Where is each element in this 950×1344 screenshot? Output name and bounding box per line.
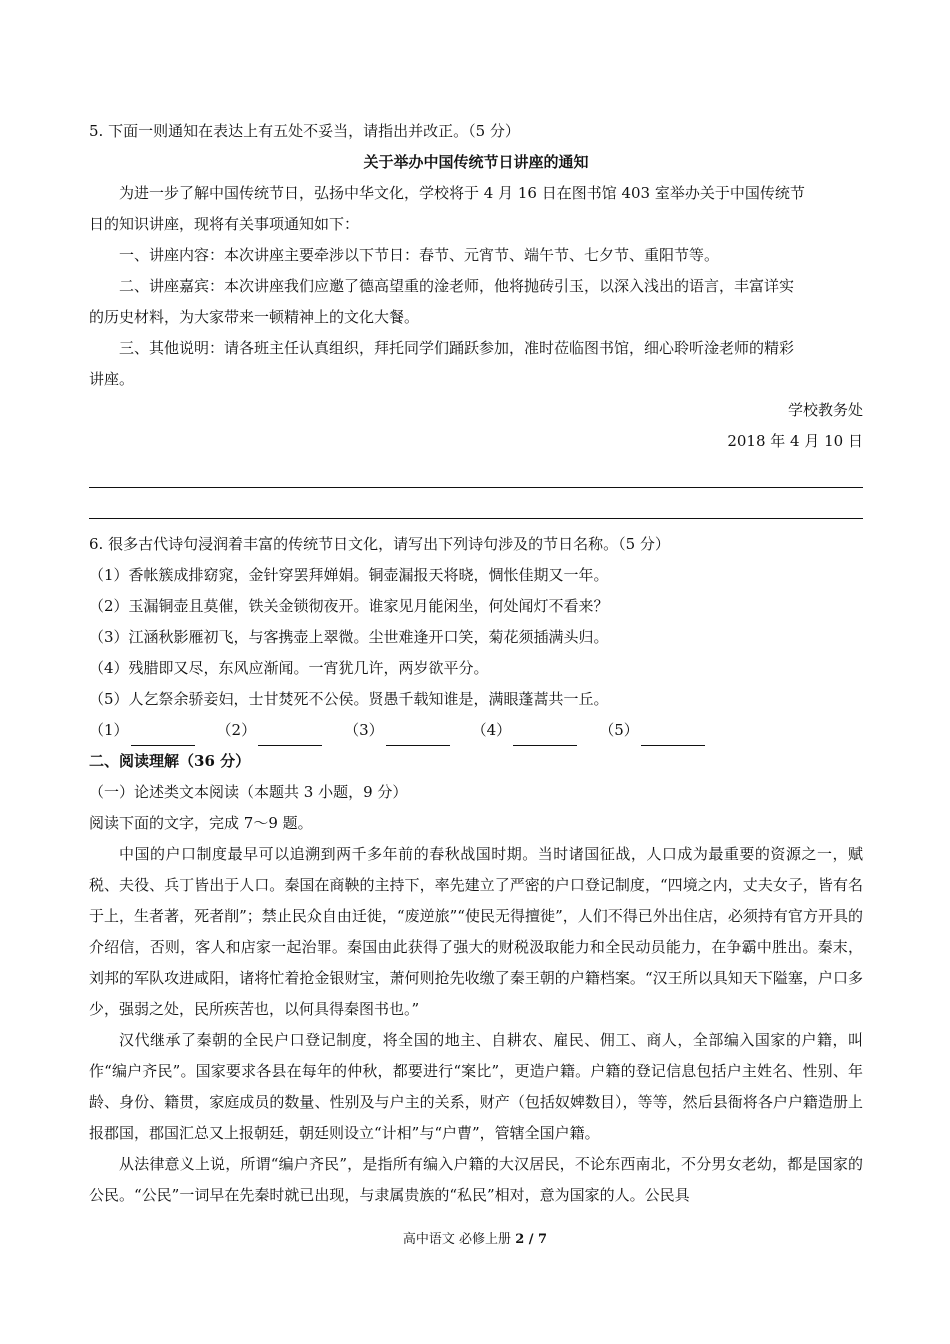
answer-blank[interactable] <box>386 727 450 746</box>
page-number: 2 / 7 <box>515 1232 548 1247</box>
q6-stem: 6. 很多古代诗句浸润着丰富的传统节日文化，请写出下列诗句涉及的节日名称。（5 分） <box>89 535 670 553</box>
answer-blank[interactable] <box>513 727 577 746</box>
reading-instruction: 阅读下面的文字，完成 7～9 题。 <box>89 814 313 832</box>
answer-blank[interactable] <box>641 727 705 746</box>
reading-paragraph-1: 中国的户口制度最早可以追溯到两千多年前的春秋战国时期。当时诸国征战，人口成为最重要的资源之一，赋税、夫役、兵丁皆出于人口。秦国在商鞅的主持下，率先建立了严密的户口登记制度，“四境之内，丈夫女子，皆有名于上，生者著，死者削”；禁止民众自由迁徙，“废逆旅”“使民无得擅徙”，人们不得已外出住店，必须持有官方开具的介绍信，否则，客人和店家一起治罪。秦国由此获得了强大的财税汲取能力和全民动员能力，在争霸中胜出。秦末，刘邦的军队攻进咸阳，诸将忙着抢金银财宝，萧何则抢先收缴了秦王朝的户籍档案。“汉王所以具知天下隘塞，户口多少，强弱之处，民所疾苦也，以何具得秦图书也。” <box>89 845 863 1018</box>
section-heading: 二、阅读理解（36 分） <box>89 752 251 770</box>
q6-item: （5）人乞祭余骄妾妇，士甘焚死不公侯。贤愚千载知谁是，满眼蓬蒿共一丘。 <box>89 690 609 708</box>
notice-p1b: 日的知识讲座，现将有关事项通知如下： <box>89 215 360 233</box>
q5-stem: 5. 下面一则通知在表达上有五处不妥当，请指出并改正。（5 分） <box>89 122 520 140</box>
q6-answer-blanks <box>89 715 863 746</box>
reading-paragraph-3: 从法律意义上说，所谓“编户齐民”，是指所有编入户籍的大汉居民，不论东西南北，不分男女老幼，都是国家的公民。“公民”一词早在先秦时就已出现，与隶属贵族的“私民”相对，意为国家的人。公民具 <box>89 1155 863 1204</box>
blank-group <box>599 715 705 746</box>
blank-label: （5） <box>599 721 639 739</box>
notice-date: 2018 年 4 月 10 日 <box>727 432 863 450</box>
answer-line-2[interactable] <box>89 518 863 519</box>
notice-p2: 一、讲座内容：本次讲座主要牵涉以下节日：春节、元宵节、端午节、七夕节、重阳节等。 <box>119 246 720 264</box>
blank-group <box>89 715 195 746</box>
q6-item: （2）玉漏铜壶且莫催，铁关金锁彻夜开。谁家见月能闲坐，何处闻灯不看来？ <box>89 597 609 615</box>
footer-subject: 高中语文 必修上册 <box>402 1232 516 1247</box>
notice-title: 关于举办中国传统节日讲座的通知 <box>363 153 589 171</box>
q6-item: （3）江涵秋影雁初飞，与客携壶上翠微。尘世难逢开口笑，菊花须插满头归。 <box>89 628 609 646</box>
notice-p4a: 三、其他说明：请各班主任认真组织，拜托同学们踊跃参加，准时莅临图书馆，细心聆听淦老师的精彩 <box>119 339 795 357</box>
reading-paragraph-2: 汉代继承了秦朝的全民户口登记制度，将全国的地主、自耕农、雇民、佣工、商人，全部编入国家的户籍，叫作“编户齐民”。国家要求各县在每年的仲秋，都要进行“案比”，更造户籍。户籍的登记信息包括户主姓名、性别、年龄、身份、籍贯，家庭成员的数量、性别及与户主的关系，财产（包括奴婢数目），等等，然后县衙将各户户籍造册上报郡国，郡国汇总又上报朝廷，朝廷则设立“计相”与“户曹”，管辖全国户籍。 <box>89 1031 863 1142</box>
blank-label: （1） <box>89 721 129 739</box>
notice-p1a: 为进一步了解中国传统节日，弘扬中华文化，学校将于 4 月 16 日在图书馆 403 室举办关于中国传统节 <box>119 184 805 202</box>
q6-item: （1）香帐簇成排窈窕，金针穿罢拜婵娟。铜壶漏报天将晓，惆怅佳期又一年。 <box>89 566 609 584</box>
blank-label: （2） <box>216 721 257 739</box>
document-page <box>89 116 863 1211</box>
blank-label: （3） <box>344 721 384 739</box>
section-subheading: （一）论述类文本阅读（本题共 3 小题，9 分） <box>89 783 408 801</box>
blank-group <box>217 715 323 746</box>
notice-p3a: 二、讲座嘉宾：本次讲座我们应邀了德高望重的淦老师，他将抛砖引玉，以深入浅出的语言，丰富详实 <box>119 277 795 295</box>
answer-blank[interactable] <box>131 727 195 746</box>
page-footer <box>0 1228 950 1247</box>
blank-group <box>344 715 450 746</box>
blank-label: （4） <box>471 721 512 739</box>
answer-blank[interactable] <box>258 727 322 746</box>
notice-p4b: 讲座。 <box>89 370 135 388</box>
notice-p3b: 的历史材料，为大家带来一顿精神上的文化大餐。 <box>89 308 420 326</box>
blank-group <box>472 715 578 746</box>
notice-sign: 学校教务处 <box>787 401 863 419</box>
q6-item: （4）残腊即又尽，东风应渐闻。一宵犹几许，两岁欲平分。 <box>89 659 489 677</box>
